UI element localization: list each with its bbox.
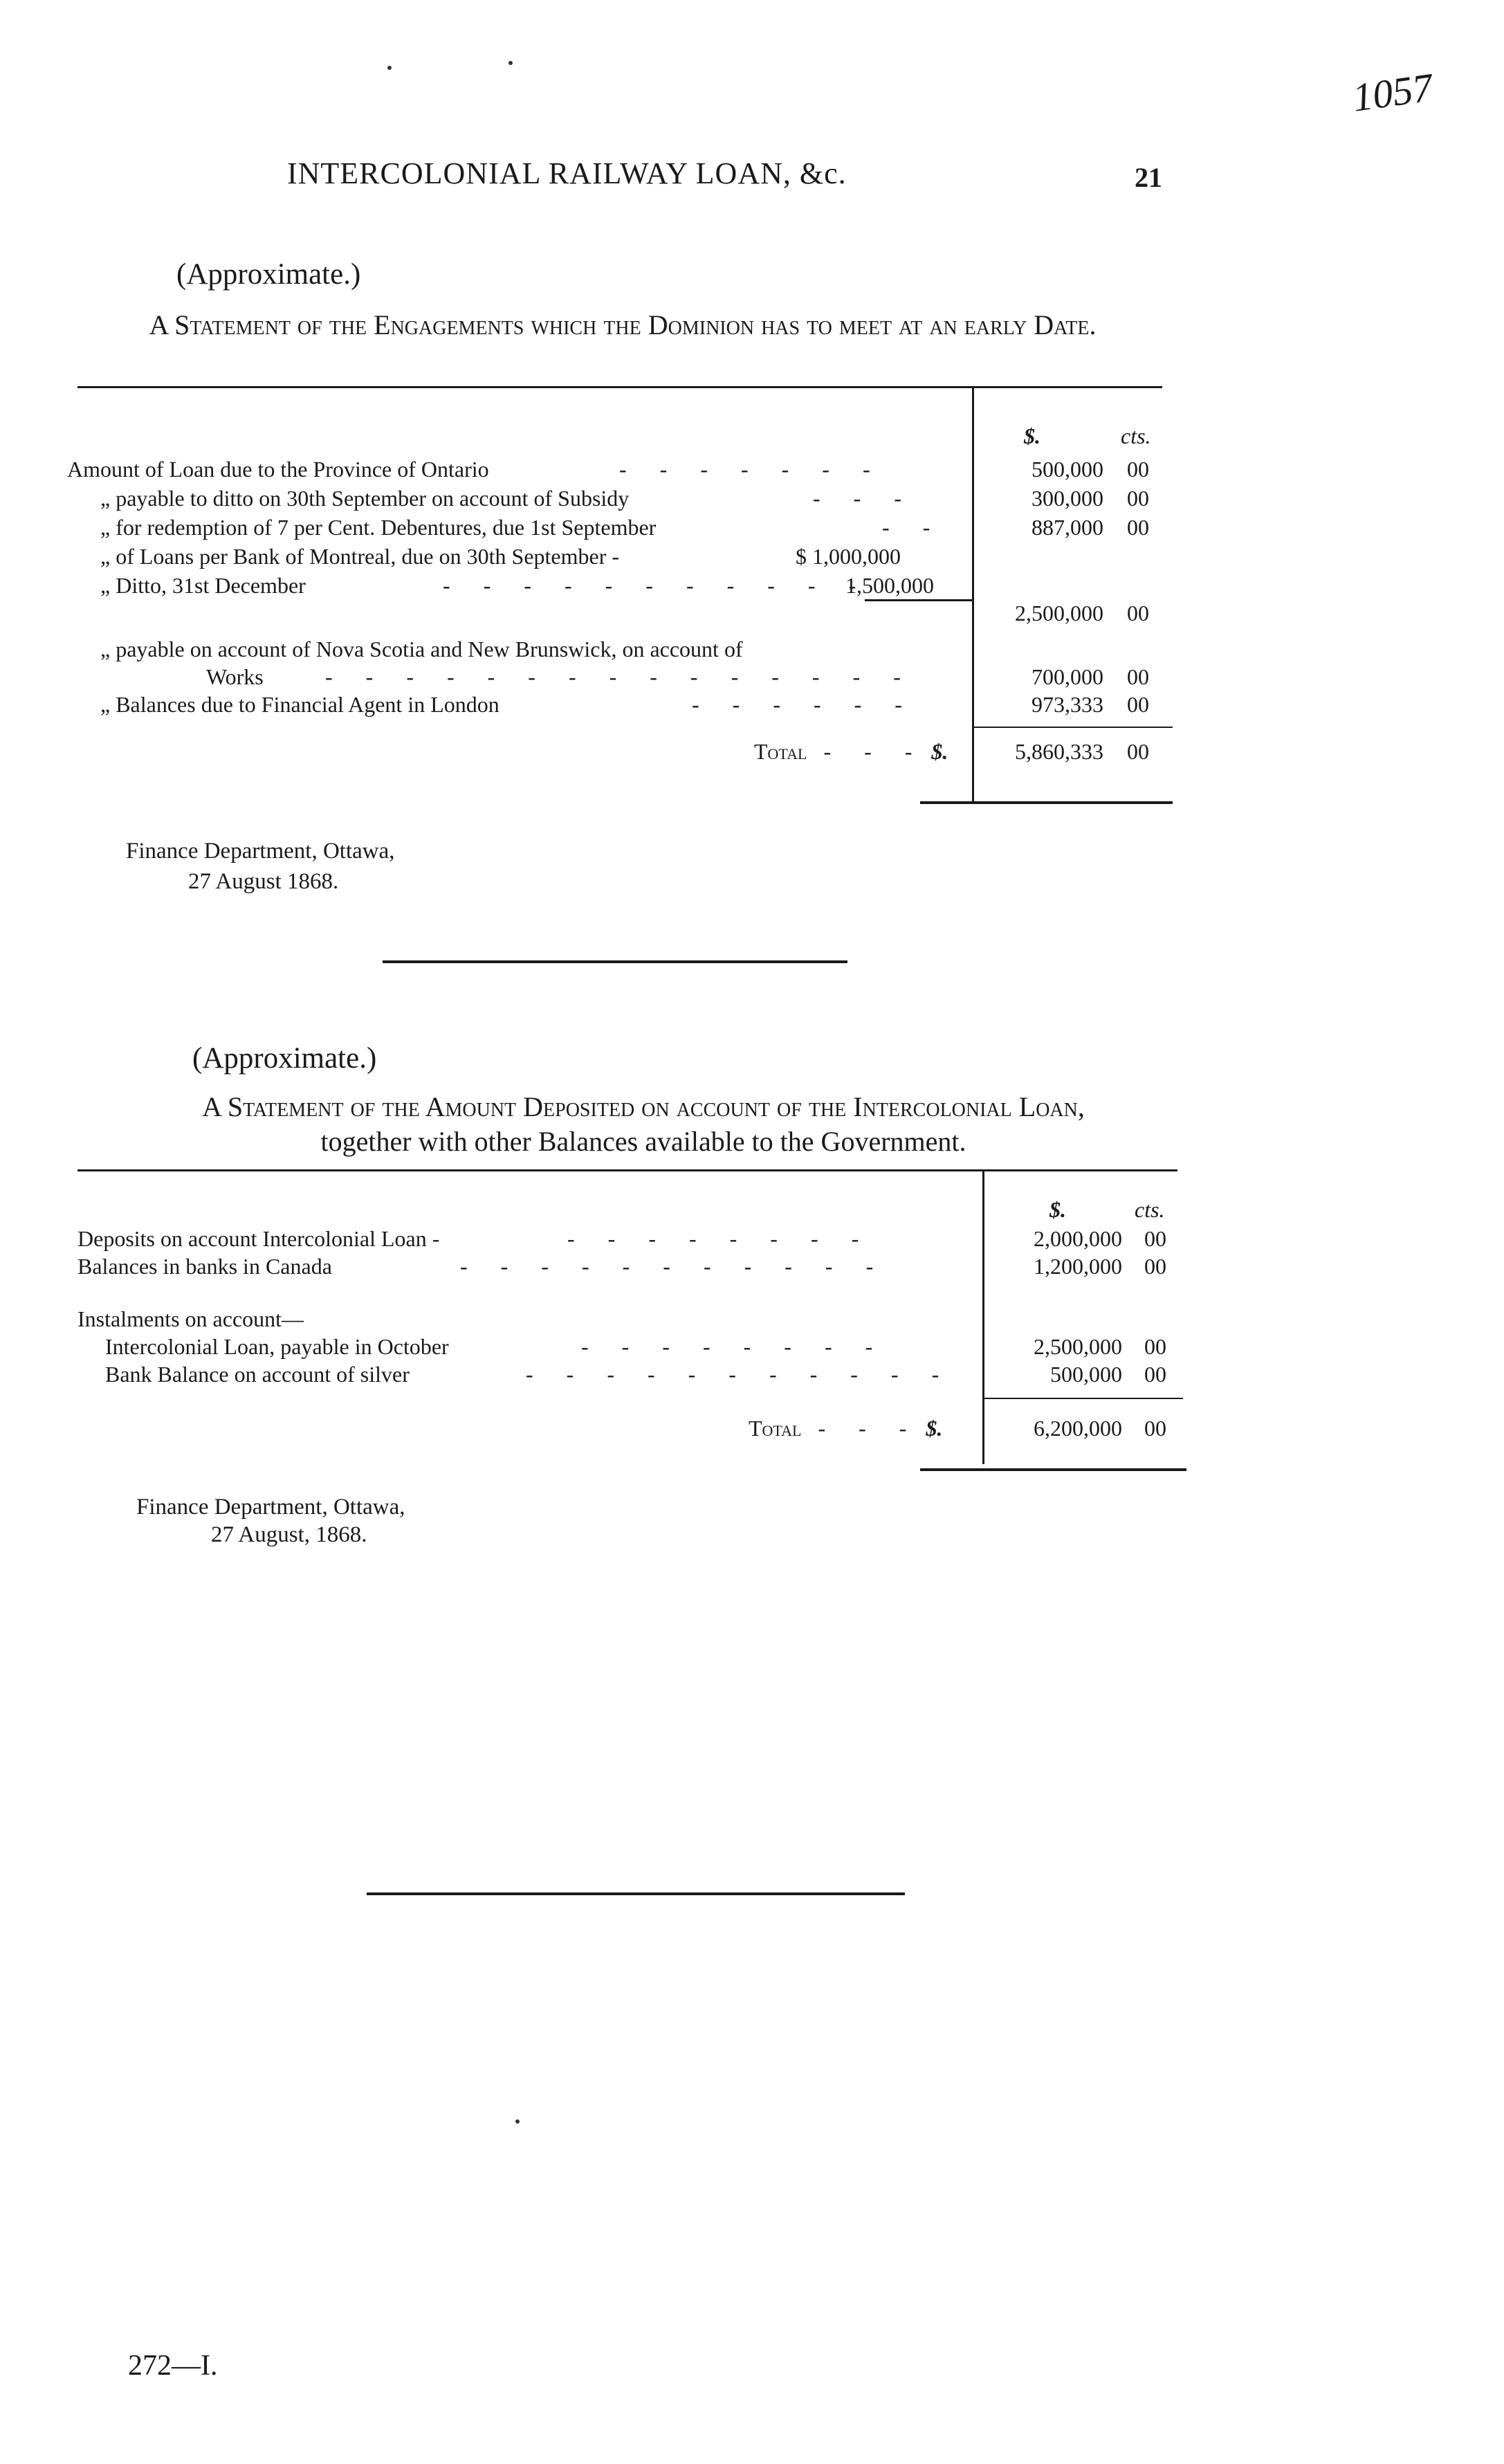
statement2-row-1-leaders: - - - - - - - - - - - [460, 1254, 888, 1279]
statement2-row-0-cents: 00 [1144, 1226, 1166, 1251]
statement2-total-amount: 6,200,000 [1034, 1416, 1122, 1441]
statement2-title [69, 1090, 1218, 1159]
statement2-row-1-amount: 1,200,000 [1034, 1254, 1122, 1279]
statement1-row-2-amount: 887,000 [1031, 515, 1103, 540]
statement1-pre-total-rule [972, 727, 1173, 728]
statement2-row-3-leaders: - - - - - - - - [581, 1334, 887, 1359]
handwritten-folio-mark: 1057 [1350, 64, 1436, 120]
running-title: INTERCOLONIAL RAILWAY LOAN, &c. [287, 156, 847, 190]
statement2-title-line2: together with other Balances available to the Government. [320, 1126, 966, 1157]
statement2-signature-line1: Finance Department, Ottawa, [136, 1495, 405, 1520]
statement1-row-3-label: „ of Loans per Bank of Montreal, due on 30th September - [100, 544, 620, 569]
statement1-top-rule [77, 386, 1162, 388]
statement2-row-3-amount: 2,500,000 [1034, 1334, 1122, 1359]
statement1-row-4-inner-amount: 1,500,000 [845, 573, 934, 598]
statement1-total-label: Total [754, 739, 807, 764]
statement1-row-2-leaders: - - [882, 515, 944, 540]
page-number: 21 [1135, 162, 1162, 193]
statement2-col-cents: cts. [1135, 1197, 1165, 1222]
statement1-title [83, 308, 1162, 343]
statement1-total-line [754, 739, 948, 765]
statement1-row-7-leaders: - - - - - - [692, 692, 916, 717]
statement1-subtotal-cents: 00 [1127, 601, 1149, 626]
statement2-title-line1: A Statement of the Amount Deposited on account of the Intercolonial Loan, [202, 1091, 1085, 1122]
statement2-total-leaders: - - - [818, 1416, 921, 1441]
statement1-row-7-amount: 973,333 [1031, 692, 1103, 717]
statement2-approximate-label: (Approximate.) [192, 1042, 377, 1075]
statement1-row-4-label: „ Ditto, 31st December [100, 573, 306, 598]
statement1-row-0-label: Amount of Loan due to the Province of Ontario [67, 457, 489, 482]
statement1-row-1-label: „ payable to ditto on 30th September on account of Subsidy [100, 486, 630, 511]
section-separator-rule [383, 960, 847, 963]
statement2-row-4-cents: 00 [1144, 1362, 1166, 1387]
statement1-row-6-leaders: - - - - - - - - - - - - - - - [325, 664, 915, 689]
statement1-bottom-rule [920, 801, 1173, 804]
statement1-signature-line2: 27 August 1868. [188, 869, 339, 894]
statement1-signature-line1: Finance Department, Ottawa, [126, 839, 395, 864]
statement2-row-4-amount: 500,000 [1050, 1362, 1122, 1387]
printer-signature-mark: 272—I. [128, 2350, 218, 2382]
statement2-col-dollars: $. [1049, 1197, 1066, 1222]
statement2-bottom-rule [920, 1468, 1186, 1471]
scan-speck [508, 61, 513, 65]
scan-speck [515, 2119, 520, 2124]
statement1-row-1-leaders: - - - [813, 486, 915, 511]
statement1-row-7-label: „ Balances due to Financial Agent in London [100, 692, 499, 717]
statement1-row-6-label-cont: Works [206, 664, 264, 689]
statement1-row-1-amount: 300,000 [1031, 486, 1103, 511]
statement1-row-6-label: „ payable on account of Nova Scotia and New Brunswick, on account of [100, 637, 743, 661]
statement1-subtotal-rule [865, 599, 972, 601]
statement2-row-4-label: Bank Balance on account of silver [105, 1362, 410, 1387]
statement1-approximate-label: (Approximate.) [176, 258, 361, 291]
statement1-total-amount: 5,860,333 [1015, 739, 1103, 764]
statement1-total-leaders: - - - [823, 739, 926, 764]
statement2-row-0-amount: 2,000,000 [1034, 1226, 1122, 1251]
statement2-row-1-cents: 00 [1144, 1254, 1166, 1279]
statement2-row-3-cents: 00 [1144, 1334, 1166, 1359]
statement1-row-6-amount: 700,000 [1031, 664, 1103, 689]
statement1-row-2-label: „ for redemption of 7 per Cent. Debentures, due 1st September [100, 515, 657, 540]
statement2-signature-line2: 27 August, 1868. [211, 1522, 367, 1547]
statement1-total-cents: 00 [1127, 739, 1149, 764]
closing-rule [367, 1892, 905, 1895]
statement2-row-0-leaders: - - - - - - - - [567, 1226, 873, 1251]
statement1-col-cents: cts. [1121, 423, 1151, 448]
statement1-subtotal-amount: 2,500,000 [1015, 601, 1103, 626]
statement2-row-4-leaders: - - - - - - - - - - - [526, 1362, 953, 1387]
statement2-row-2-label: Instalments on account— [77, 1306, 304, 1331]
statement2-total-label: Total [749, 1416, 802, 1441]
statement1-row-0-leaders: - - - - - - - [619, 457, 884, 482]
statement2-total-line [749, 1416, 942, 1441]
statement1-row-0-amount: 500,000 [1031, 457, 1103, 482]
statement2-row-3-label: Intercolonial Loan, payable in October [105, 1334, 449, 1359]
scan-speck [387, 66, 392, 70]
statement1-title-text: A Statement of the Engagements which the Dominion has to meet at an early Date. [149, 309, 1097, 340]
statement1-total-currency: $. [931, 739, 948, 764]
statement1-col-dollars: $. [1024, 423, 1040, 448]
statement1-row-7-cents: 00 [1127, 692, 1149, 717]
statement2-row-1-label: Balances in banks in Canada [77, 1254, 332, 1279]
statement1-row-0-cents: 00 [1127, 457, 1149, 482]
statement1-row-1-cents: 00 [1127, 486, 1149, 511]
statement2-row-0-label: Deposits on account Intercolonial Loan - [77, 1226, 440, 1251]
statement1-row-6-cents: 00 [1127, 664, 1149, 689]
statement1-row-2-cents: 00 [1127, 515, 1149, 540]
statement1-row-3-inner-amount: $ 1,000,000 [796, 544, 901, 569]
statement1-row-4-leaders: - - - - - - - - - - - [443, 573, 870, 598]
statement2-total-currency: $. [926, 1416, 943, 1441]
statement2-top-rule [77, 1169, 1177, 1171]
statement2-total-cents: 00 [1144, 1416, 1166, 1441]
statement2-pre-total-rule [982, 1398, 1183, 1399]
